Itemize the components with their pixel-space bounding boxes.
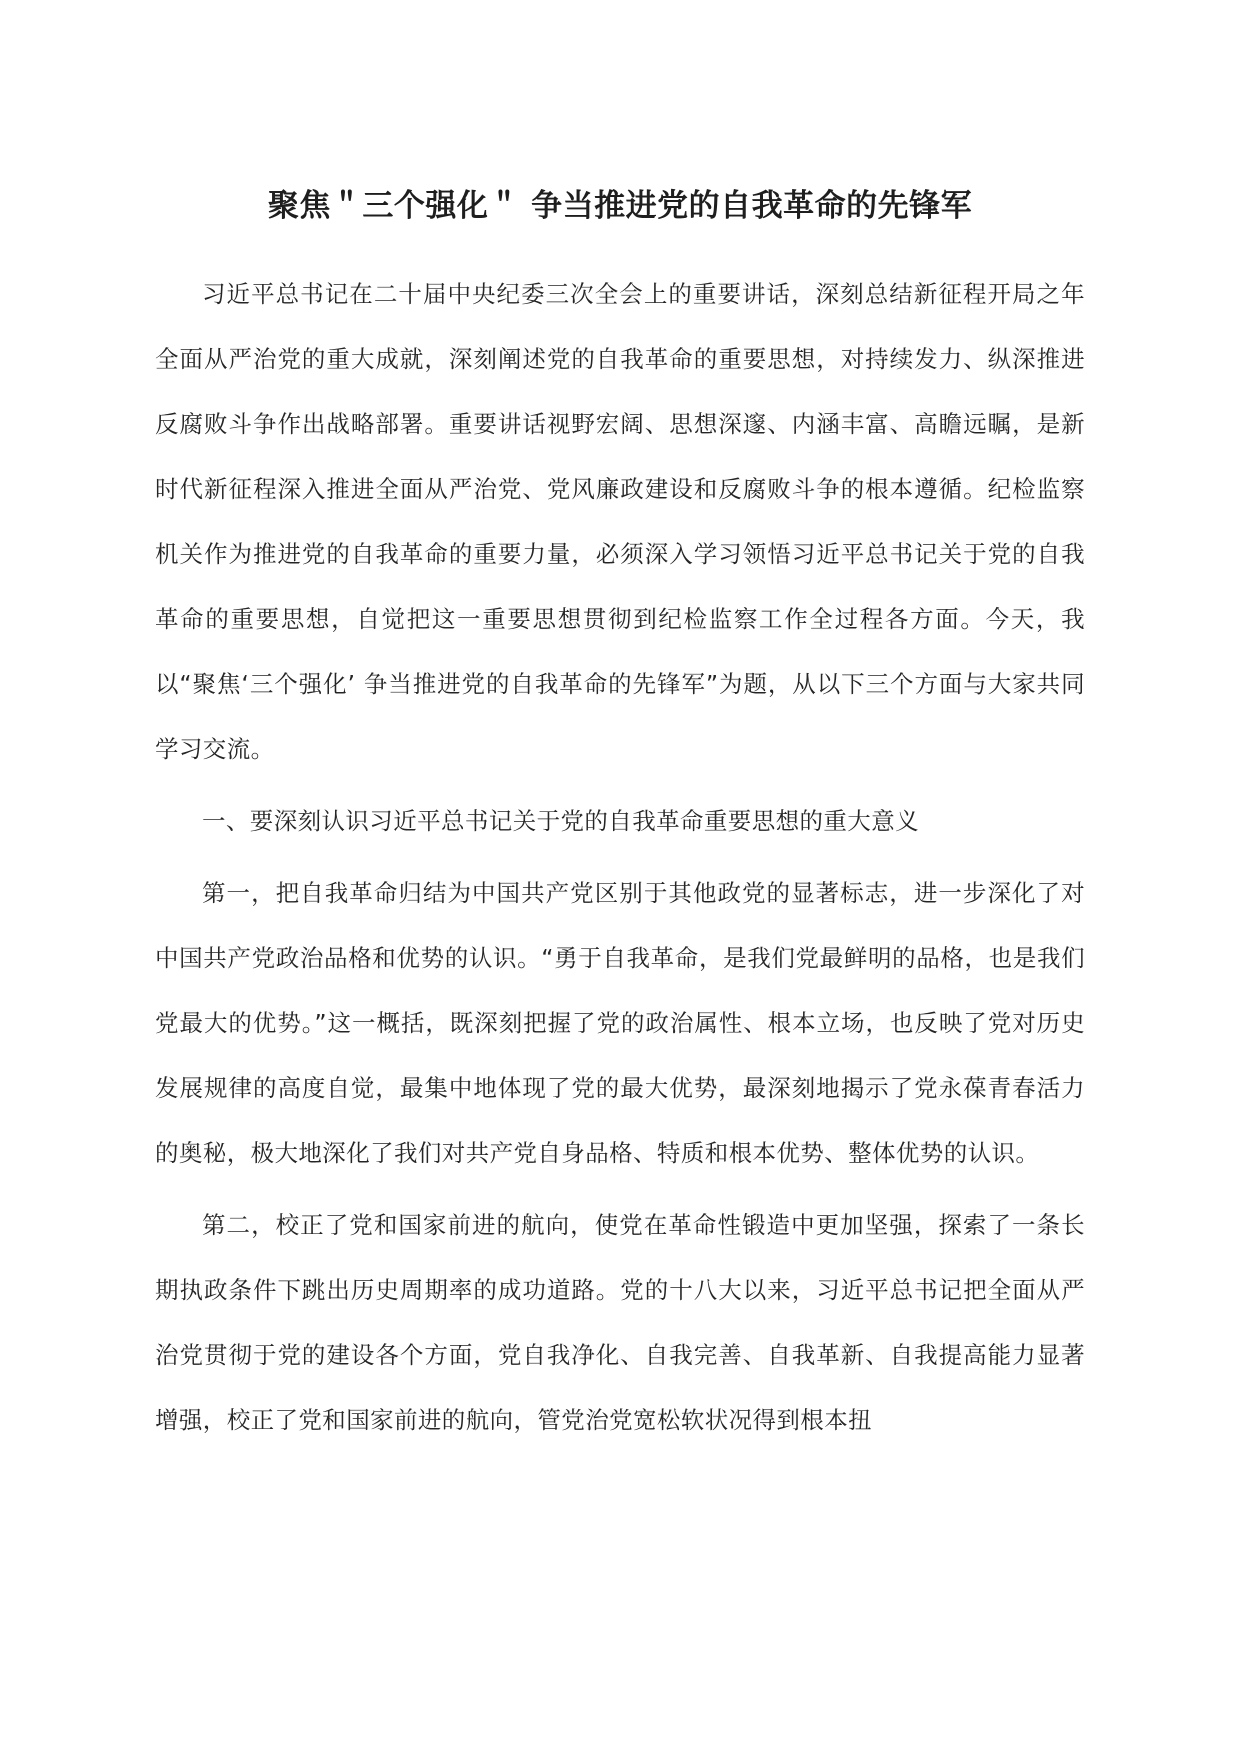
document-body xyxy=(155,262,1085,1453)
document-title: 聚焦＂三个强化＂ 争当推进党的自我革命的先锋军 xyxy=(267,188,973,224)
paragraph-first-point: 第一，把自我革命归结为中国共产党区别于其他政党的显著标志，进一步深化了对中国共产党政治品格和优势的认识。“勇于自我革命，是我们党最鲜明的品格，也是我们党最大的优势。”这一概括，既深刻把握了党的政治属性、根本立场，也反映了党对历史发展规律的高度自觉，最集中地体现了党的最大优势，最深刻地揭示了党永葆青春活力的奥秘，极大地深化了我们对共产党自身品格、特质和根本优势、整体优势的认识。 xyxy=(155,879,1085,1167)
section-heading-1: 一、要深刻认识习近平总书记关于党的自我革命重要思想的重大意义 xyxy=(202,807,919,835)
paragraph-intro: 习近平总书记在二十届中央纪委三次全会上的重要讲话，深刻总结新征程开局之年全面从严治党的重大成就，深刻阐述党的自我革命的重要思想，对持续发力、纵深推进反腐败斗争作出战略部署。重要讲话视野宏阔、思想深邃、内涵丰富、高瞻远瞩，是新时代新征程深入推进全面从严治党、党风廉政建设和反腐败斗争的根本遵循。纪检监察机关作为推进党的自我革命的重要力量，必须深入学习领悟习近平总书记关于党的自我革命的重要思想，自觉把这一重要思想贯彻到纪检监察工作全过程各方面。今天，我以“聚焦‘三个强化’ 争当推进党的自我革命的先锋军”为题，从以下三个方面与大家共同学习交流。 xyxy=(155,280,1085,763)
paragraph-second-point: 第二，校正了党和国家前进的航向，使党在革命性锻造中更加坚强，探索了一条长期执政条件下跳出历史周期率的成功道路。党的十八大以来，习近平总书记把全面从严治党贯彻于党的建设各个方面，党自我净化、自我完善、自我革新、自我提高能力显著增强，校正了党和国家前进的航向，管党治党宽松软状况得到根本扭 xyxy=(155,1211,1085,1434)
